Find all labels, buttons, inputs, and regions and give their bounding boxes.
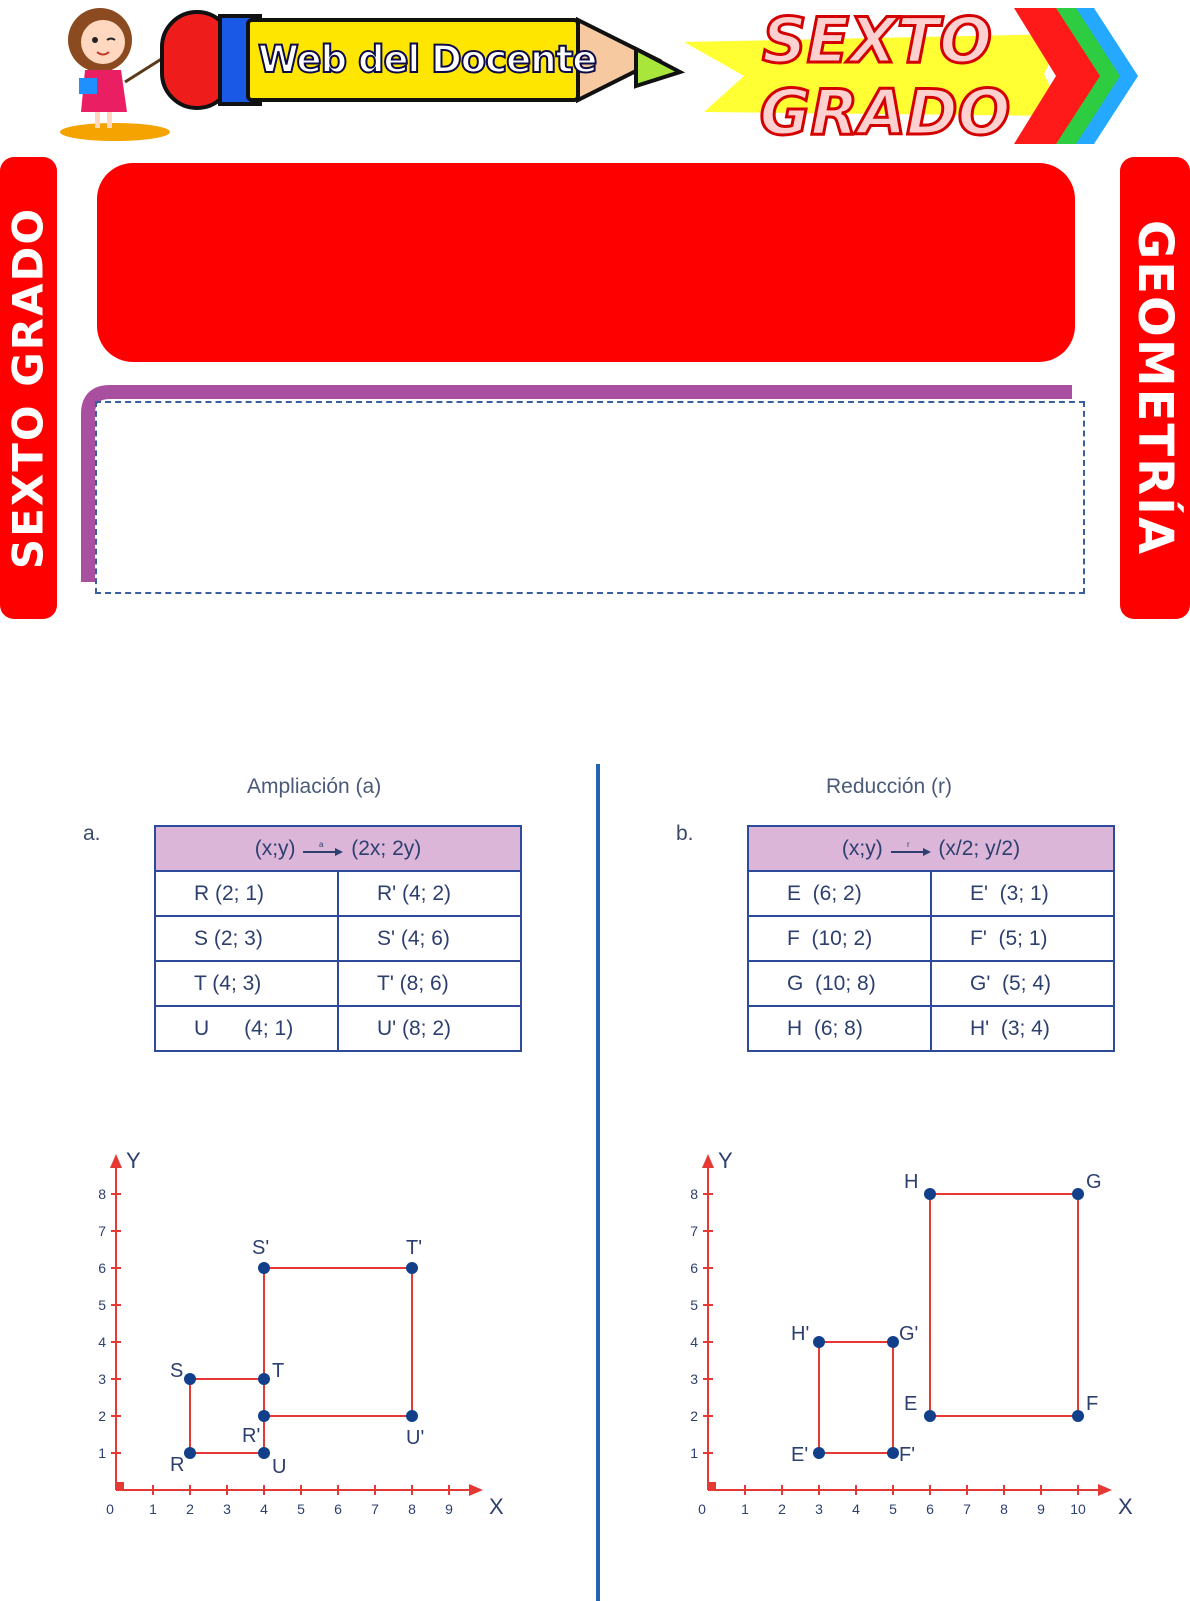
left-side-tab-label: SEXTO GRADO [3,206,53,570]
y-tick-label: 2 [98,1408,106,1424]
grade-title-line2: GRADO [759,76,1011,149]
y-tick-label: 1 [98,1445,106,1461]
header-banner [0,0,1190,150]
point-label: S' [252,1237,270,1259]
point-label: S [170,1360,184,1382]
teacher-mascot-icon [55,0,175,142]
y-tick-label: 3 [98,1371,106,1387]
table-cell: E (6; 2) [748,871,931,916]
point-f-prime [887,1447,899,1459]
x-axis-arrow [469,1484,483,1496]
right-side-tab-label: GEOMETRÍA [1127,219,1183,557]
point-label: R' [242,1425,261,1447]
point-label: T [272,1360,285,1382]
x-axis-label: X [489,1494,504,1519]
table-cell: F' (5; 1) [931,916,1114,961]
section-a-letter: a. [83,822,101,845]
y-tick-label: 7 [98,1223,106,1239]
rule-left: (x;y) [841,836,883,860]
point-u [258,1447,270,1459]
point-label: G [1086,1171,1102,1193]
point-e-prime [813,1447,825,1459]
point-label: H' [791,1323,810,1345]
x-tick-label: 7 [371,1501,379,1517]
rule-arrow-label: a [319,839,324,849]
point-f [1072,1410,1084,1422]
section-a-title: Ampliación (a) [247,775,382,798]
table-row [748,1006,1114,1051]
origin-marker [708,1482,716,1490]
table-cell: G' (5; 4) [931,961,1114,1006]
table-row [748,916,1114,961]
table-cell: U' (8; 2) [338,1006,521,1051]
x-tick-label: 7 [963,1501,971,1517]
point-label: T' [406,1237,423,1259]
x-tick-label: 6 [926,1501,934,1517]
figure-outline [819,1342,893,1453]
left-side-tab [0,157,57,619]
rule-arrow-icon [301,839,345,859]
x-tick-label: 10 [1070,1501,1086,1517]
y-axis-arrow [702,1154,714,1168]
section-b-title: Reducción (r) [826,775,953,798]
point-r-prime [258,1410,270,1422]
x-tick-label: 5 [297,1501,305,1517]
x-axis-arrow [1098,1484,1112,1496]
reduction-table [747,825,1115,1052]
point-label: U [272,1456,287,1478]
table-cell: T' (8; 6) [338,961,521,1006]
table-header-row [155,826,521,871]
point-label: E' [791,1444,809,1466]
x-tick-label: 1 [741,1501,749,1517]
grade-title-line1: SEXTO [762,4,992,77]
title-panel [97,163,1075,362]
figure-outline [930,1194,1078,1416]
rule-right: (x/2; y/2) [938,836,1021,860]
point-e [924,1410,936,1422]
table-header-row [748,826,1114,871]
y-tick-label: 5 [690,1297,698,1313]
x-tick-label: 0 [106,1501,114,1517]
x-tick-label: 5 [889,1501,897,1517]
point-t [258,1373,270,1385]
point-label: G' [899,1323,919,1345]
point-h [924,1188,936,1200]
y-tick-label: 7 [690,1223,698,1239]
y-tick-label: 2 [690,1408,698,1424]
point-label: H [904,1171,919,1193]
x-tick-label: 2 [186,1501,194,1517]
point-u-prime [406,1410,418,1422]
point-label: R [170,1454,185,1476]
right-side-tab [1120,157,1190,619]
table-row [155,916,521,961]
y-tick-label: 4 [98,1334,106,1350]
table-row [155,1006,521,1051]
x-tick-label: 1 [149,1501,157,1517]
table-cell: H (6; 8) [748,1006,931,1051]
x-tick-label: 9 [445,1501,453,1517]
point-g-prime [887,1336,899,1348]
reduction-chart [672,1140,1142,1540]
enlargement-chart [80,1140,510,1540]
rule-arrow-label: r [906,839,910,849]
table-cell: U (4; 1) [155,1006,338,1051]
point-g [1072,1188,1084,1200]
table-row [155,871,521,916]
x-tick-label: 0 [698,1501,706,1517]
x-tick-label: 9 [1037,1501,1045,1517]
description-box [95,401,1085,594]
y-axis-label: Y [126,1148,141,1173]
table-cell: R' (4; 2) [338,871,521,916]
rule-cell [748,826,1114,871]
point-r [184,1447,196,1459]
y-tick-label: 5 [98,1297,106,1313]
y-tick-label: 1 [690,1445,698,1461]
table-cell: F (10; 2) [748,916,931,961]
y-tick-label: 4 [690,1334,698,1350]
table-cell: E' (3; 1) [931,871,1114,916]
table-cell: G (10; 8) [748,961,931,1006]
table-row [748,961,1114,1006]
point-label: F [1086,1393,1099,1415]
x-tick-label: 8 [1000,1501,1008,1517]
point-s-prime [258,1262,270,1274]
section-divider [596,764,600,1601]
table-cell: S (2; 3) [155,916,338,961]
y-axis-label: Y [718,1148,733,1173]
y-axis-arrow [110,1154,122,1168]
rule-arrow-icon [889,839,933,859]
point-h-prime [813,1336,825,1348]
point-label: E [904,1393,918,1415]
x-tick-label: 4 [852,1501,860,1517]
y-tick-label: 8 [98,1186,106,1202]
figure-outline [264,1268,412,1416]
x-tick-label: 2 [778,1501,786,1517]
point-s [184,1373,196,1385]
rule-cell [155,826,521,871]
y-tick-label: 3 [690,1371,698,1387]
table-cell: R (2; 1) [155,871,338,916]
y-tick-label: 8 [690,1186,698,1202]
rule-right: (2x; 2y) [351,836,422,860]
x-tick-label: 8 [408,1501,416,1517]
x-tick-label: 4 [260,1501,268,1517]
origin-marker [116,1482,124,1490]
enlargement-table [154,825,522,1052]
y-tick-label: 6 [98,1260,106,1276]
section-b-letter: b. [676,822,694,845]
x-tick-label: 6 [334,1501,342,1517]
point-label: F' [899,1444,916,1466]
rule-left: (x;y) [254,836,296,860]
x-tick-label: 3 [815,1501,823,1517]
site-logo-text[interactable]: Web del Docente [258,38,597,81]
table-cell: H' (3; 4) [931,1006,1114,1051]
y-tick-label: 6 [690,1260,698,1276]
table-row [155,961,521,1006]
table-cell: S' (4; 6) [338,916,521,961]
table-cell: T (4; 3) [155,961,338,1006]
x-axis-label: X [1118,1494,1133,1519]
point-t-prime [406,1262,418,1274]
table-row [748,871,1114,916]
point-label: U' [406,1427,425,1449]
x-tick-label: 3 [223,1501,231,1517]
